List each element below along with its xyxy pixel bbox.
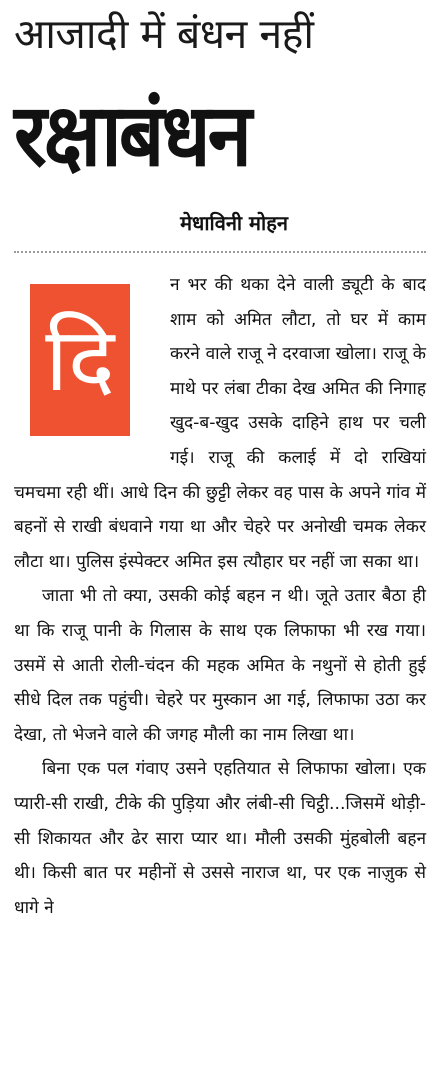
article-kicker: आजादी में बंधन नहीं — [14, 10, 314, 58]
dropcap-block: दि — [30, 284, 130, 436]
article-body — [14, 268, 426, 925]
article-paragraph-2: जाता भी तो क्या, उसकी कोई बहन न थी। जूते उतार बैठा ही था कि राजू पानी के गिलास के साथ एक लिफाफा भी रख गया। उसमें से आती रोली-चंदन की महक अमित के नथुनों से होती हुई सीधे दिल तक पहुंची। चेहरे पर मुस्कान आ गई, लिफाफा उठा कर देखा, तो भेजने वाले की जगह मौली का नाम लिखा था। — [14, 586, 426, 745]
article-paragraph-3: बिना एक पल गंवाए उसने एहतियात से लिफाफा खोला। एक प्यारी-सी राखी, टीके की पुड़िया और लंबी-सी चिट्ठी...जिसमें थोड़ी-सी शिकायत और ढेर सारा प्यार था। मौली उसकी मुंहबोली बहन थी। किसी बात पर महीनों से उससे नाराज था, पर एक नाज़ुक से धागे ने — [14, 759, 426, 918]
article-headline: रक्षाबंधन — [14, 85, 250, 186]
byline-divider — [14, 251, 426, 253]
article-paragraph-1: न भर की थका देने वाली ड्यूटी के बाद शाम को अमित लौटा, तो घर में काम करने वाले राजू ने दरवाजा खोला। राजू के माथे पर लंबा टीका देख अमित की निगाह खुद-ब-खुद उसके दाहिने हाथ पर चली गई। राजू की कलाई में दो राखियां चमचमा रही थीं। आधे दिन की छुट्टी लेकर वह पास के अपने गांव में बहनों से राखी बंधवाने गया था और चेहरे पर अनोखी चमक लेकर लौटा था। पुलिस इंस्पेक्टर अमित इस त्यौहार घर नहीं जा सका था। — [14, 275, 426, 572]
author-byline: मेधाविनी मोहन — [180, 211, 288, 235]
